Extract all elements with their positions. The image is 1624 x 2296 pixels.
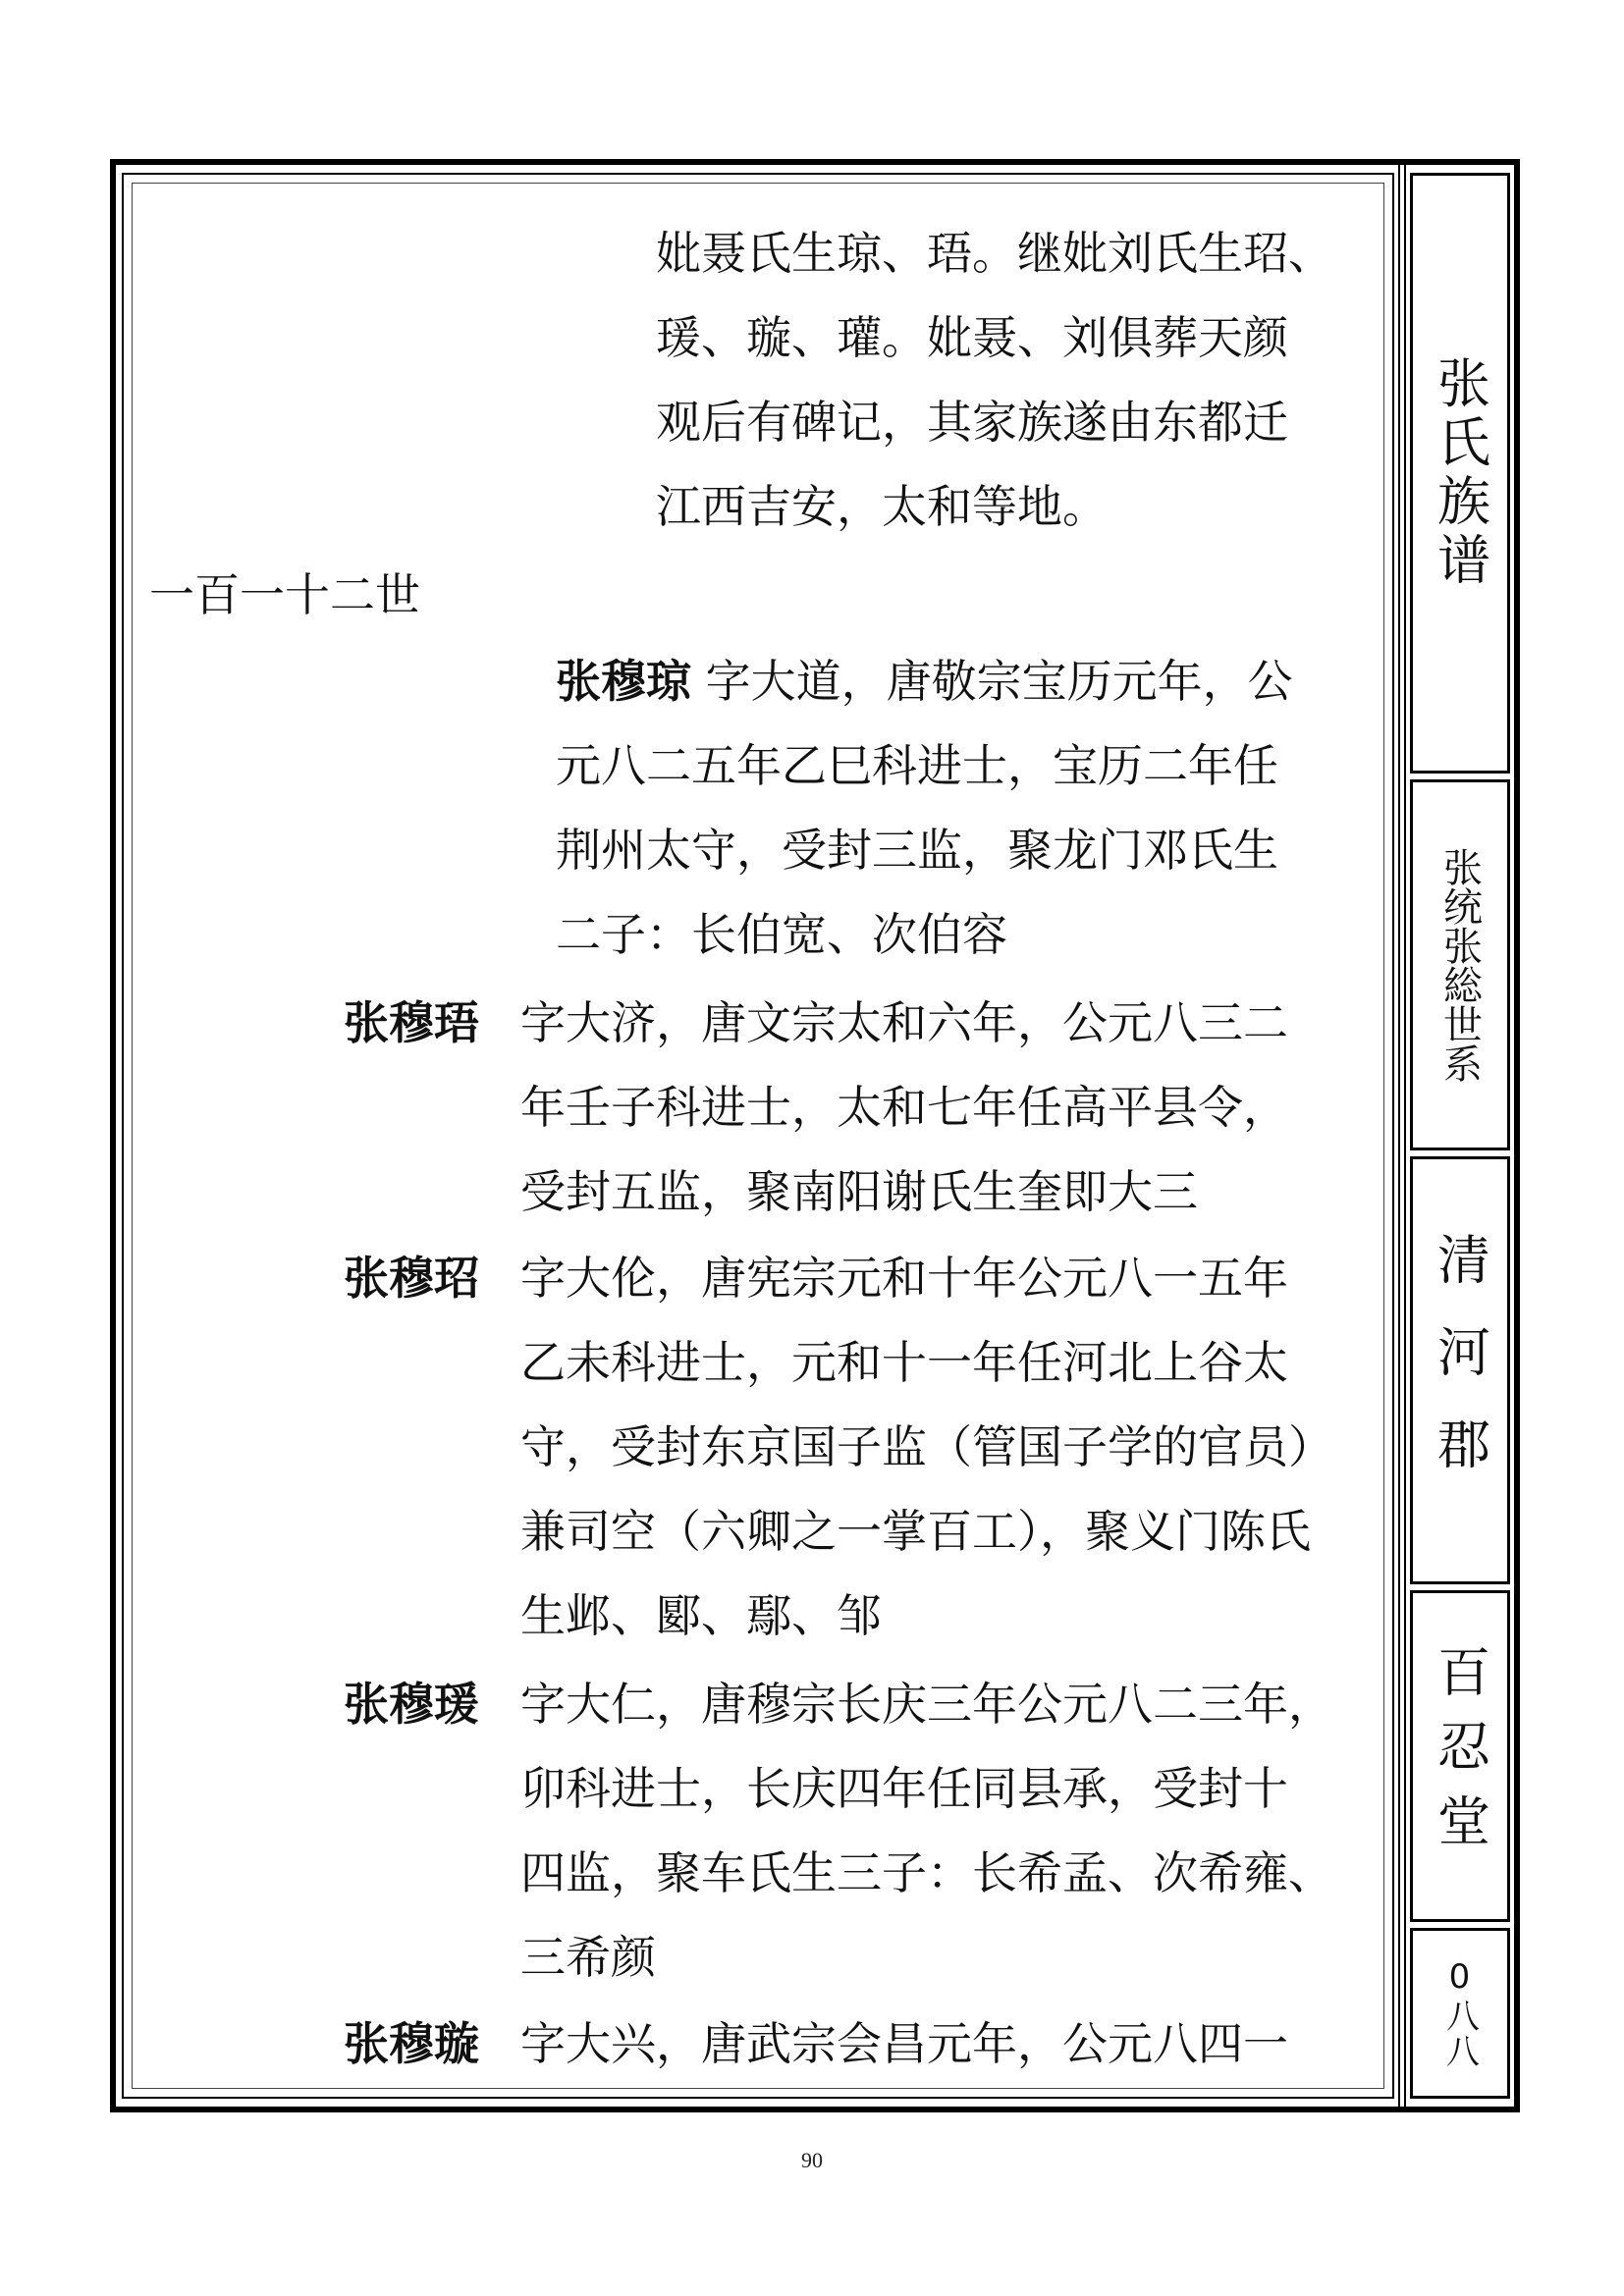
- entry-line: 兼司空（六卿之一掌百工），聚义门陈氏: [520, 1505, 1311, 1558]
- sidebar: [1410, 173, 1510, 2099]
- person-name: 张穆玿: [344, 1252, 479, 1305]
- entry-line: 字大兴，唐武宗会昌元年，公元八四一: [520, 2017, 1288, 2070]
- intro-line: 妣聂氏生琼、珸。继妣刘氏生玿、: [656, 227, 1333, 280]
- entry-line: 荆州太守，受封三监，聚龙门邓氏生: [556, 824, 1278, 877]
- entry-line: 乙未科进士，元和十一年任河北上谷太: [520, 1336, 1288, 1389]
- intro-line: 江西吉安，太和等地。: [656, 480, 1108, 533]
- entry-line: 受封五监，聚南阳谢氏生奎即大三: [520, 1165, 1198, 1218]
- chinese-page-number: 0八八: [1439, 1957, 1480, 2069]
- sidebar-region-box: [1410, 1156, 1510, 1584]
- person-name: 张穆珸: [344, 996, 479, 1049]
- sidebar-title-box: [1410, 173, 1510, 774]
- entry-line: 字大济，唐文宗太和六年，公元八三二: [520, 996, 1288, 1049]
- entry-line: 守，受封东京国子监（管国子学的官员）: [520, 1420, 1333, 1473]
- region-label: 清河郡: [1429, 1232, 1491, 1509]
- entry-line: 字大伦，唐宪宗元和十年公元八一五年: [520, 1252, 1288, 1305]
- sidebar-lineage-box: [1410, 779, 1510, 1150]
- entry-line: 张穆琼 字大道，唐敬宗宝历元年，公: [556, 655, 1293, 708]
- intro-line: 观后有碑记，其家族遂由东都迁: [656, 396, 1288, 449]
- genealogy-title: 张氏族谱: [1429, 355, 1491, 591]
- entry-line: 二子：长伯宽、次伯容: [556, 908, 1007, 961]
- entry-line: 卯科进士，长庆四年任同县承，受封十: [520, 1762, 1288, 1815]
- entry-line: 元八二五年乙巳科进士，宝历二年任: [556, 739, 1278, 792]
- entry-line: 四监，聚车氏生三子：长希孟、次希雍、: [520, 1846, 1333, 1899]
- generation-heading: 一百一十二世: [149, 568, 420, 621]
- entry-line: 三希颜: [520, 1931, 656, 1984]
- sidebar-page-box: [1410, 1928, 1510, 2099]
- hall-label: 百忍堂: [1429, 1644, 1491, 1868]
- person-name: 张穆璇: [344, 2017, 479, 2070]
- sidebar-hall-box: [1410, 1590, 1510, 1922]
- intro-line: 瑗、璇、瓘。妣聂、刘俱葬天颜: [656, 311, 1288, 364]
- person-name: 张穆琼: [556, 655, 691, 708]
- entry-line: 生邺、郾、鄢、邹: [520, 1589, 882, 1642]
- entry-line: 年壬子科进士，太和七年任高平县令，: [520, 1081, 1288, 1134]
- entry-line: 字大仁，唐穆宗长庆三年公元八二三年，: [520, 1678, 1333, 1731]
- page-number: 90: [801, 2148, 823, 2172]
- person-name: 张穆瑗: [344, 1678, 479, 1731]
- column-separator: [1398, 163, 1406, 2109]
- lineage-label: 张统张総世系: [1436, 847, 1483, 1083]
